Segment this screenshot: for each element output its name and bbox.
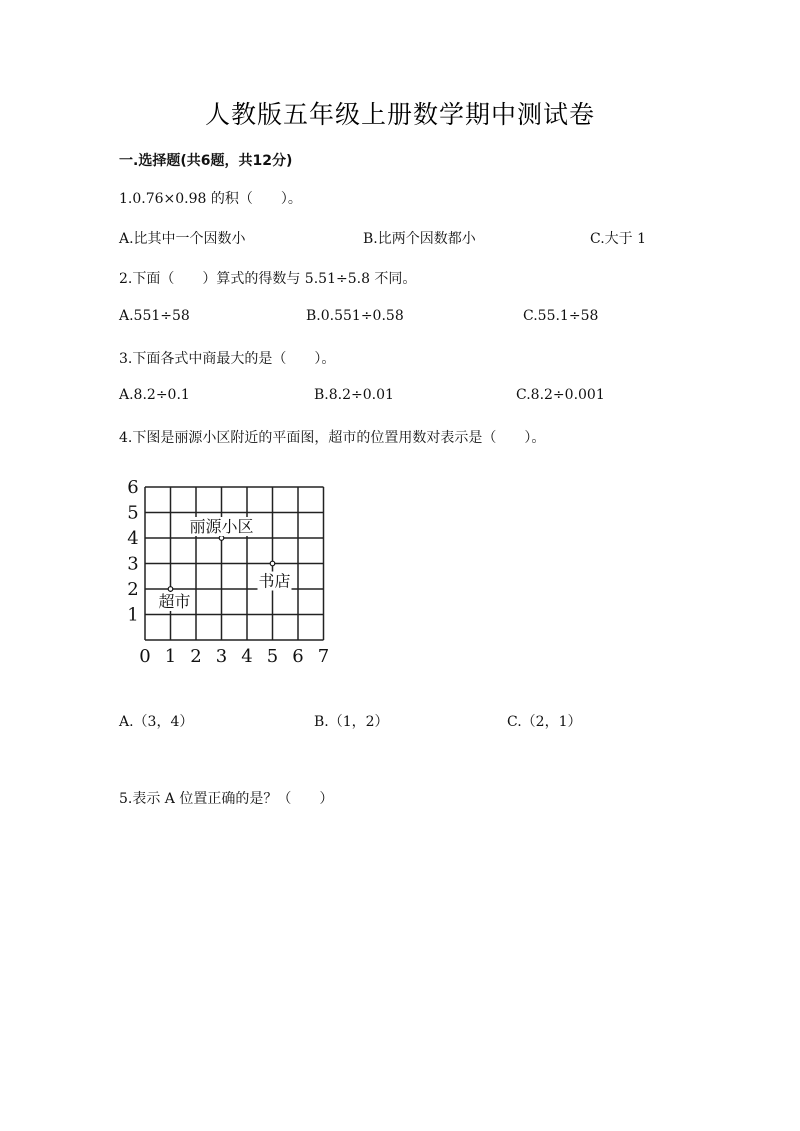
place-point <box>270 561 275 566</box>
x-tick-label: 3 <box>215 646 228 665</box>
q4-option-a[interactable]: A.（3，4） <box>119 714 194 730</box>
x-tick-label: 5 <box>266 646 279 665</box>
q4-option-c[interactable]: C.（2，1） <box>507 714 582 730</box>
q1-option-b[interactable]: B.比两个因数都小 <box>363 231 476 247</box>
question-1: 1.0.76×0.98 的积（ ）。 <box>119 191 302 207</box>
question-3: 3.下面各式中商最大的是（ ）。 <box>119 351 336 367</box>
x-tick-label: 0 <box>139 646 151 665</box>
coordinate-grid-figure <box>125 480 340 665</box>
question-4: 4.下图是丽源小区附近的平面图，超市的位置用数对表示是（ ）。 <box>119 430 546 446</box>
y-tick-label: 2 <box>127 579 139 600</box>
y-tick-label: 1 <box>127 604 139 626</box>
x-tick-label: 2 <box>190 646 202 665</box>
q2-option-a[interactable]: A.551÷58 <box>119 308 190 324</box>
x-tick-label: 1 <box>164 646 177 665</box>
q2-option-c[interactable]: C.55.1÷58 <box>523 308 599 324</box>
place-label: 超市 <box>158 592 191 611</box>
x-tick-label: 4 <box>241 646 253 665</box>
y-tick-label: 3 <box>127 553 139 575</box>
question-5: 5.表示 A 位置正确的是？（ ） <box>119 791 334 807</box>
section-heading: 一.选择题(共6题，共12分) <box>119 153 293 169</box>
question-2: 2.下面（ ）算式的得数与 5.51÷5.8 不同。 <box>119 271 417 287</box>
place-label: 书店 <box>258 571 291 591</box>
place-point <box>168 587 173 592</box>
q3-option-c[interactable]: C.8.2÷0.001 <box>516 387 605 403</box>
q1-option-c[interactable]: C.大于 1 <box>590 231 647 247</box>
exam-title: 人教版五年级上册数学期中测试卷 <box>204 100 595 129</box>
grid-svg <box>125 480 340 665</box>
x-tick-label: 7 <box>317 646 330 665</box>
x-tick-label: 6 <box>292 646 304 665</box>
y-tick-label: 6 <box>127 480 139 498</box>
q1-option-a[interactable]: A.比其中一个因数小 <box>119 231 246 247</box>
q3-option-a[interactable]: A.8.2÷0.1 <box>119 387 190 403</box>
y-tick-label: 4 <box>127 528 139 549</box>
q4-option-b[interactable]: B.（1，2） <box>314 714 389 730</box>
place-label: 丽源小区 <box>189 517 254 536</box>
place-point <box>219 536 224 541</box>
q3-option-b[interactable]: B.8.2÷0.01 <box>314 387 394 403</box>
y-tick-label: 5 <box>127 502 139 524</box>
q2-option-b[interactable]: B.0.551÷0.58 <box>306 308 404 324</box>
